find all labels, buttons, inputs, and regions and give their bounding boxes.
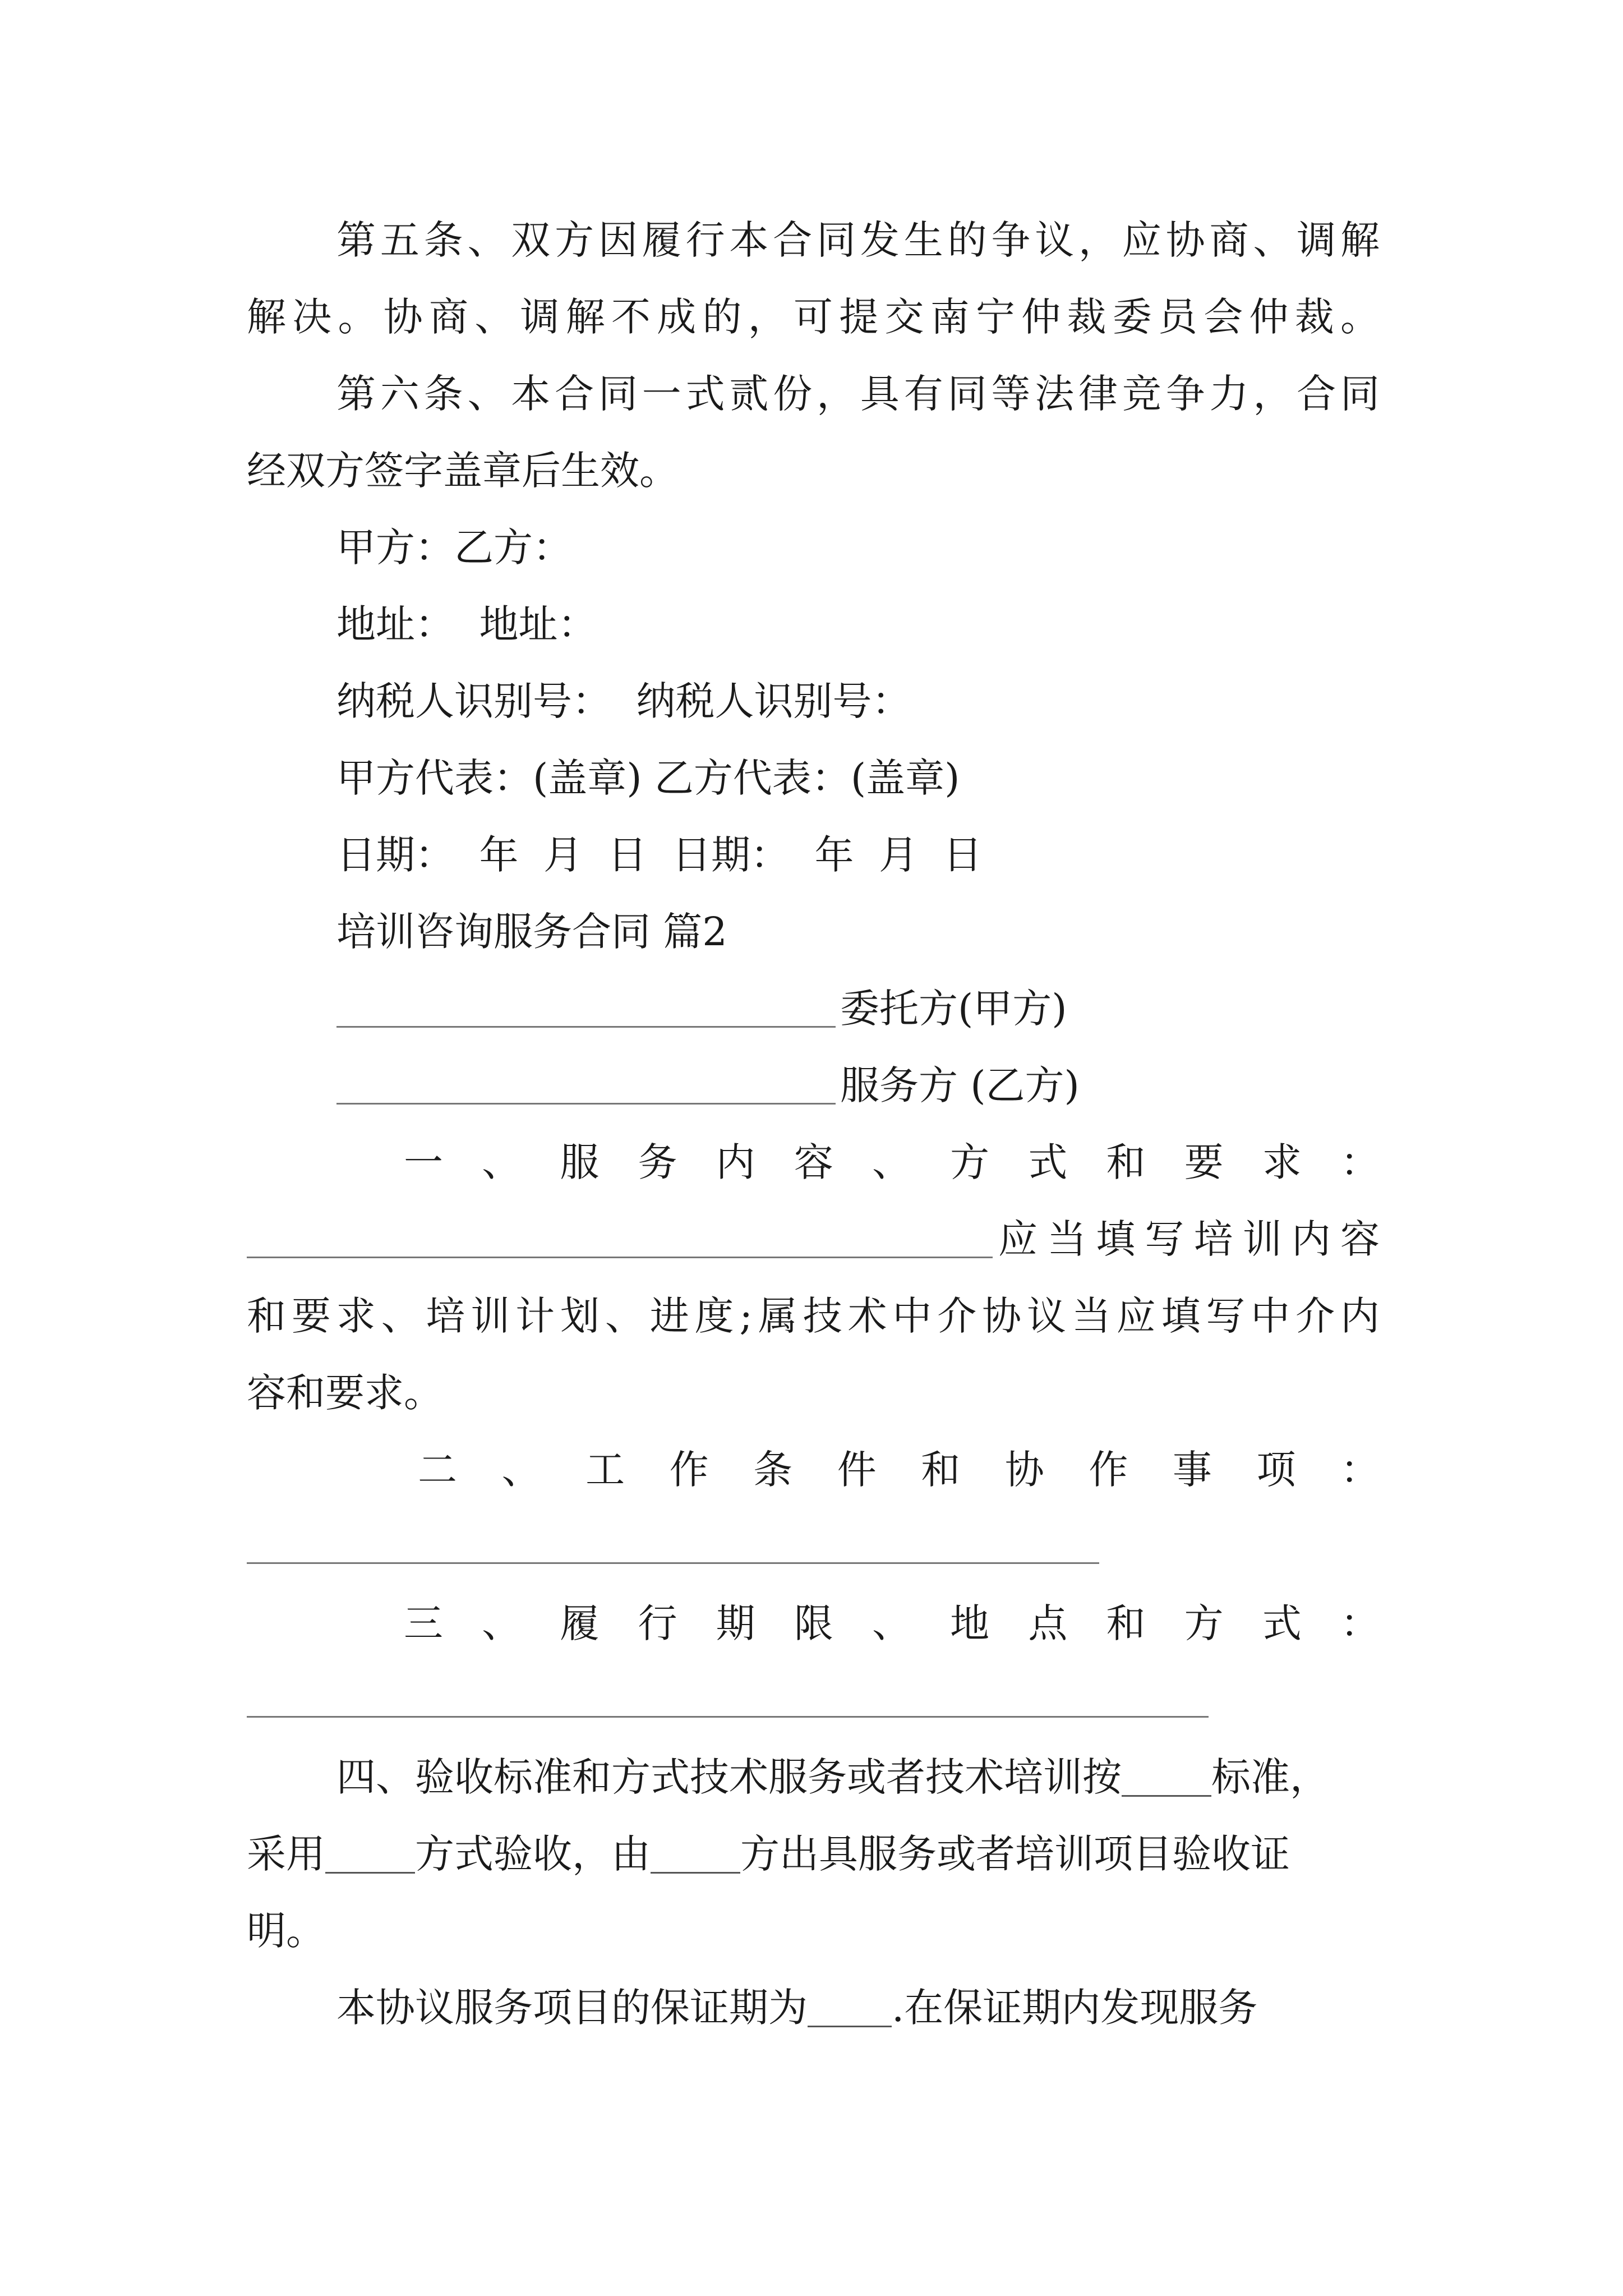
article-5-line-2: 解决。协商、调解不成的，可提交南宁仲裁委员会仲裁。 <box>247 294 1380 340</box>
standard-blank <box>1122 1758 1211 1797</box>
representative-line: 甲方代表：(盖章) 乙方代表：(盖章) <box>336 755 960 801</box>
client-label: 委托方(甲方) <box>840 986 1067 1032</box>
article-5-line-1: 第五条、双方因履行本合同发生的争议，应协商、调解 <box>336 217 1380 263</box>
tax-id-line: 纳税人识别号： 纳税人识别号： <box>336 678 911 724</box>
warranty-period-blank <box>808 1989 892 2027</box>
article-6-line-1: 第六条、本合同一式贰份，具有同等法律竞争力，合同 <box>336 371 1380 417</box>
section-3-blank <box>247 1716 1209 1718</box>
section-4-text-b: 标准， <box>1211 1754 1329 1800</box>
section-4-text-d: 方式验收，由 <box>415 1831 651 1877</box>
section-4-line-2 <box>247 1831 1290 1877</box>
client-blank <box>336 1026 836 1028</box>
section-3-heading: 三、履行期限、地点和方式： <box>404 1600 1380 1646</box>
provider-label: 服务方 (乙方) <box>840 1062 1080 1108</box>
issuer-blank <box>651 1835 740 1874</box>
section-4-text-a: 四、验收标准和方式技术服务或者技术培训按 <box>336 1754 1122 1800</box>
section-1-line-3: 和要求、培训计划、进度;属技术中介协议当应填写中介内 <box>247 1293 1380 1339</box>
address-line: 地址： 地址： <box>336 601 597 647</box>
provider-blank <box>336 1103 836 1105</box>
date-line: 日期： 年 月 日 日期： 年 月 日 <box>336 832 983 878</box>
party-line: 甲方：乙方： <box>336 524 572 570</box>
section-1-line-2: 应当填写培训内容 <box>998 1216 1380 1262</box>
section-4-line-1 <box>336 1754 1329 1800</box>
section-4-line-3: 明。 <box>247 1908 325 1954</box>
contract-2-title: 培训咨询服务合同 篇2 <box>336 909 727 955</box>
section-1-blank <box>247 1257 993 1258</box>
warranty-text-a: 本协议服务项目的保证期为 <box>336 1985 808 2031</box>
warranty-text-b: .在保证期内发现服务 <box>892 1985 1258 2031</box>
section-1-line-4: 容和要求。 <box>247 1370 443 1416</box>
section-2-blank <box>247 1562 1099 1564</box>
section-4-text-e: 方出具服务或者培训项目验收证 <box>740 1831 1290 1877</box>
section-2-heading: 二、工作条件和协作事项： <box>418 1447 1380 1493</box>
article-6-line-2: 经双方签字盖章后生效。 <box>247 448 679 494</box>
section-4-text-c: 采用 <box>247 1831 325 1877</box>
section-1-heading: 一、服务内容、方式和要求： <box>404 1139 1380 1185</box>
warranty-line <box>336 1985 1258 2031</box>
method-blank <box>325 1835 415 1874</box>
